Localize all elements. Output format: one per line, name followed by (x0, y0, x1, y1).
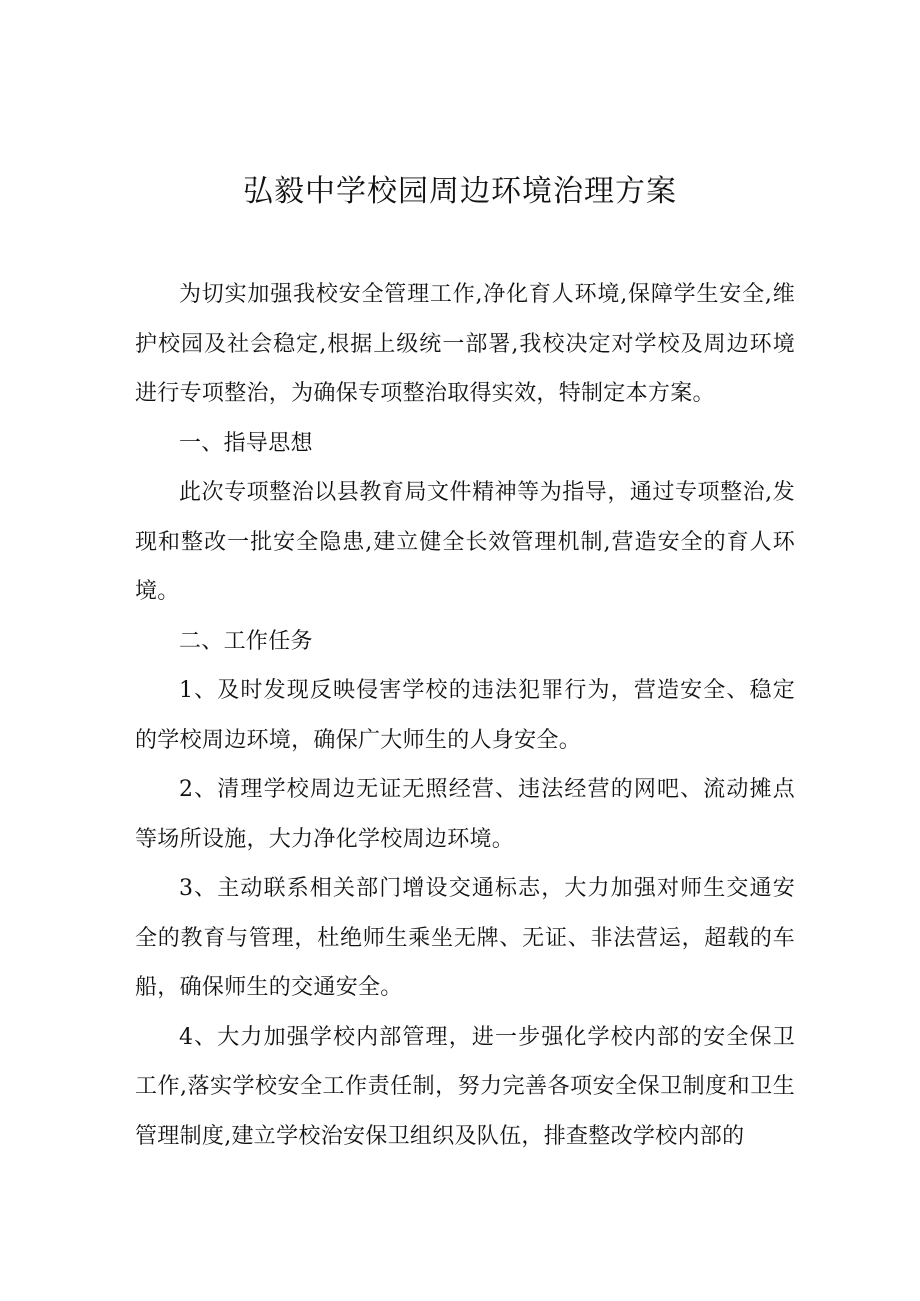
document-body (135, 270, 795, 1161)
paragraph-intro: 为切实加强我校安全管理工作,净化育人环境,保障学生安全,维护校园及社会稳定,根据上级统一部署,我校决定对学校及周边环境进行专项整治，为确保专项整治取得实效，特制定本方案。 (135, 282, 795, 406)
section-heading-guiding-ideology: 一、指导思想 (179, 430, 313, 456)
task-item-1: 1、及时发现反映侵害学校的违法犯罪行为，营造安全、稳定的学校周边环境，确保广大师生的人身安全。 (135, 678, 795, 753)
task-item-2: 2、清理学校周边无证无照经营、违法经营的网吧、流动摊点等场所设施，大力净化学校周边环境。 (135, 777, 795, 852)
section-heading-work-tasks: 二、工作任务 (179, 628, 313, 654)
task-item-4: 4、大力加强学校内部管理，进一步强化学校内部的安全保卫工作,落实学校安全工作责任制，努力完善各项安全保卫制度和卫生管理制度,建立学校治安保卫组织及队伍，排查整改学校内部的 (135, 1024, 795, 1149)
document-title: 弘毅中学校园周边环境治理方案 (243, 174, 677, 209)
task-item-3: 3、主动联系相关部门增设交通标志，大力加强对师生交通安全的教育与管理，杜绝师生乘坐无牌、无证、非法营运，超载的车船，确保师生的交通安全。 (135, 876, 795, 1000)
paragraph-guiding-ideology: 此次专项整治以县教育局文件精神等为指导，通过专项整治,发现和整改一批安全隐患,建立健全长效管理机制,营造安全的育人环境。 (135, 480, 795, 604)
